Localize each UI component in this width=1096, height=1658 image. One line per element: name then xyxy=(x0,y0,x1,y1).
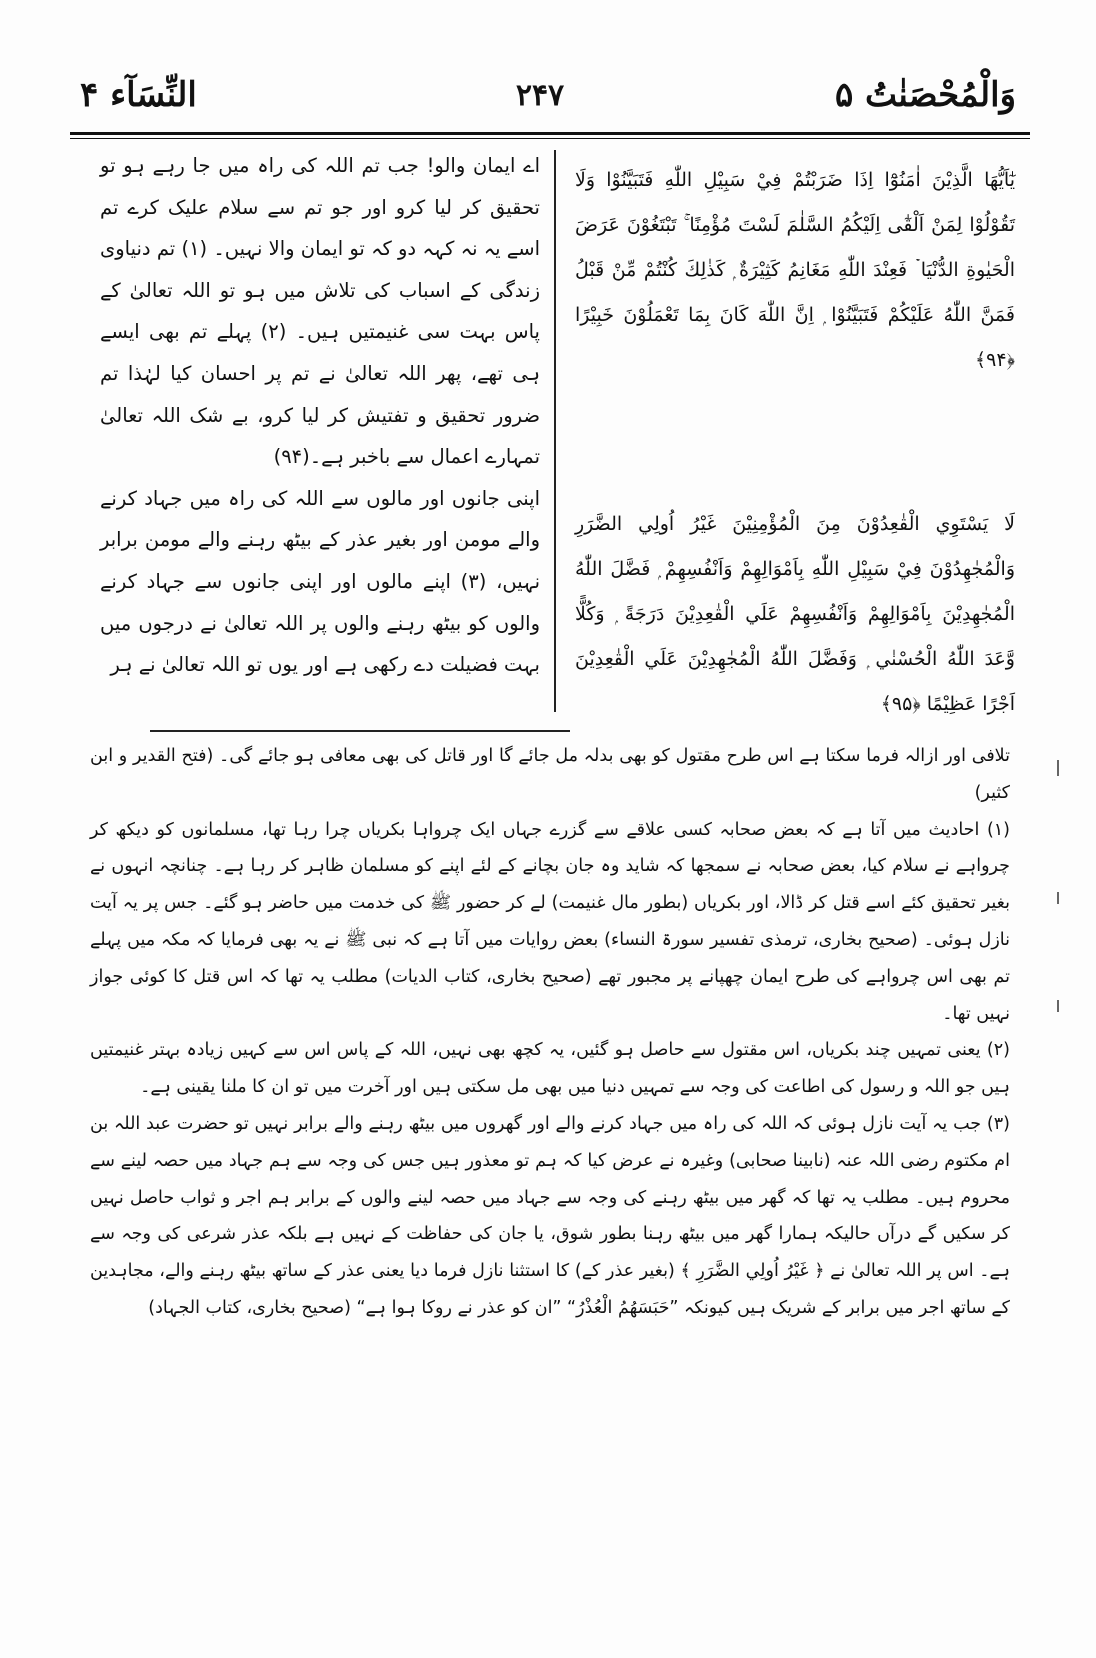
page-number: ۲۴۷ xyxy=(515,78,565,113)
juz-title: وَالْمُحْصَنٰتُ ۵ xyxy=(834,75,1016,115)
footnote-1: (۱) احادیث میں آتا ہے کہ بعض صحابہ کسی علاقے سے گزرے جہاں ایک چرواہا بکریاں چرا رہا تھا، مسلمانوں کو دیکھ کر چرواہے نے سلام کیا، بعض صحابہ نے سمجھا کہ شاید وہ جان بچانے کے لئے اپنے کو مسلمان ظاہر کر رہا ہے۔ چنانچہ انہوں نے بغیر تحقیق کئے اسے قتل کر ڈالا، اور بکریاں (بطور مال غنیمت) لے کر حضور ﷺ کی خدمت میں حاضر ہو گئے۔ جس پر یہ آیت نازل ہوئی۔ (صحیح بخاری، ترمذی تفسیر سورۃ النساء) بعض روایات میں آتا ہے کہ نبی ﷺ نے یہ بھی فرمایا کہ مکہ میں پہلے تم بھی اس چرواہے کی طرح ایمان چھپانے پر مجبور تھے (صحیح بخاری، کتاب الدیات) مطلب یہ تھا کہ اس قتل کا کوئی جواز نہیں تھا۔ xyxy=(90,819,1010,1024)
urdu-translation-95: اپنی جانوں اور مالوں سے اللہ کی راہ میں جہاد کرنے والے مومن اور بغیر عذر کے بیٹھ رہنے والے مومن برابر نہیں، (۳) اپنے مالوں اور اپنی جانوں سے جہاد کرنے والوں کو بیٹھ رہنے والوں پر اللہ تعالیٰ نے درجوں میں بہت فضیلت دے رکھی ہے اور یوں تو اللہ تعالیٰ نے ہر xyxy=(100,486,540,677)
arabic-verse-94: يٰٓاَيُّهَا الَّذِيْنَ اٰمَنُوْٓا اِذَا ضَرَبْتُمْ فِيْ سَبِيْلِ اللّٰهِ فَتَبَيَّنُوْا وَلَا تَقُوْلُوْا لِمَنْ اَلْقٰٓى اِلَيْكُمُ السَّلٰمَ لَسْتَ مُؤْمِنًا ۚ تَبْتَغُوْنَ عَرَضَ الْحَيٰوةِ الدُّنْيَا ۡ فَعِنْدَ اللّٰهِ مَغَانِمُ كَثِيْرَةٌ ۭ كَذٰلِكَ كُنْتُمْ مِّنْ قَبْلُ فَمَنَّ اللّٰهُ عَلَيْكُمْ فَتَبَيَّنُوْا ۭ اِنَّ اللّٰهَ كَانَ بِمَا تَعْمَلُوْنَ خَبِيْرًا ﴿۹۴﴾ xyxy=(575,169,1015,371)
footnotes-section xyxy=(90,738,1010,1327)
arabic-verse-95: لَا يَسْتَوِي الْقٰعِدُوْنَ مِنَ الْمُؤْمِنِيْنَ غَيْرُ اُولِي الضَّرَرِ وَالْمُجٰهِدُوْنَ فِيْ سَبِيْلِ اللّٰهِ بِاَمْوَالِهِمْ وَاَنْفُسِهِمْ ۭ فَضَّلَ اللّٰهُ الْمُجٰهِدِيْنَ بِاَمْوَالِهِمْ وَاَنْفُسِهِمْ عَلَي الْقٰعِدِيْنَ دَرَجَةً ۭ وَكُلًّا وَّعَدَ اللّٰهُ الْحُسْنٰي ۭ وَفَضَّلَ اللّٰهُ الْمُجٰهِدِيْنَ عَلَي الْقٰعِدِيْنَ اَجْرًا عَظِيْمًا ﴿۹۵﴾ xyxy=(575,513,1015,715)
footnote-2: (۲) یعنی تمہیں چند بکریاں، اس مقتول سے حاصل ہو گئیں، یہ کچھ بھی نہیں، اللہ کے پاس اس سے کہیں زیادہ بہتر غنیمتیں ہیں جو اللہ و رسول کی اطاعت کی وجہ سے تمہیں دنیا میں بھی مل سکتی ہیں اور آخرت میں تو ان کا ملنا یقینی ہے۔ xyxy=(90,1040,1010,1098)
footnote-separator xyxy=(150,730,570,732)
header-rule-thin xyxy=(70,138,1030,139)
footnote-continuation: تلافی اور ازالہ فرما سکتا ہے اس طرح مقتول کو بھی بدلہ مل جائے گا اور قاتل کی بھی معافی ہو جائے گی۔ (فتح القدیر و ابن کثیر) xyxy=(90,746,1010,803)
urdu-translation-column xyxy=(100,145,540,686)
scan-margin-mark xyxy=(1057,892,1059,904)
header-rule-thick xyxy=(70,132,1030,135)
scan-margin-mark xyxy=(1057,760,1059,776)
scan-margin-mark xyxy=(1057,1000,1059,1012)
surah-title: النِّسَآء ۴ xyxy=(80,75,197,115)
column-divider xyxy=(554,150,556,712)
footnote-3: (۳) جب یہ آیت نازل ہوئی کہ اللہ کی راہ میں جہاد کرنے والے اور گھروں میں بیٹھ رہنے والے برابر نہیں تو حضرت عبد اللہ بن ام مکتوم رضی اللہ عنہ (نابینا صحابی) وغیرہ نے عرض کیا کہ ہم تو معذور ہیں جس کی وجہ سے ہم جہاد میں حصہ لینے سے محروم ہیں۔ مطلب یہ تھا کہ گھر میں بیٹھ رہنے کی وجہ سے جہاد میں حصہ لینے والوں کے برابر ہم اجر و ثواب حاصل نہیں کر سکیں گے درآں حالیکہ ہمارا گھر میں بیٹھ رہنا بطور شوق، یا جان کی حفاظت کے نہیں ہے بلکہ عذر شرعی کی وجہ سے ہے۔ اس پر اللہ تعالیٰ نے ﴿ غَيْرُ اُولِي الضَّرَرِ ﴾ (بغیر عذر کے) کا استثنا نازل فرما دیا یعنی عذر کے ساتھ بیٹھ رہنے والے، مجاہدین کے ساتھ اجر میں برابر کے شریک ہیں کیونکہ ”حَبَسَهُمُ الْعُذْرُ“ ”ان کو عذر نے روکا ہوا ہے“ (صحیح بخاری، کتاب الجہاد) xyxy=(90,1113,1010,1318)
urdu-translation-94: اے ایمان والو! جب تم اللہ کی راہ میں جا رہے ہو تو تحقیق کر لیا کرو اور جو تم سے سلام علیک کرے تم اسے یہ نہ کہہ دو کہ تو ایمان والا نہیں۔ (۱) تم دنیاوی زندگی کے اسباب کی تلاش میں ہو تو اللہ تعالیٰ کے پاس بہت سی غنیمتیں ہیں۔ (۲) پہلے تم بھی ایسے ہی تھے، پھر اللہ تعالیٰ نے تم پر احسان کیا لہٰذا تم ضرور تحقیق و تفتیش کر لیا کرو، بے شک اللہ تعالیٰ تمہارے اعمال سے باخبر ہے۔(۹۴) xyxy=(100,154,540,469)
